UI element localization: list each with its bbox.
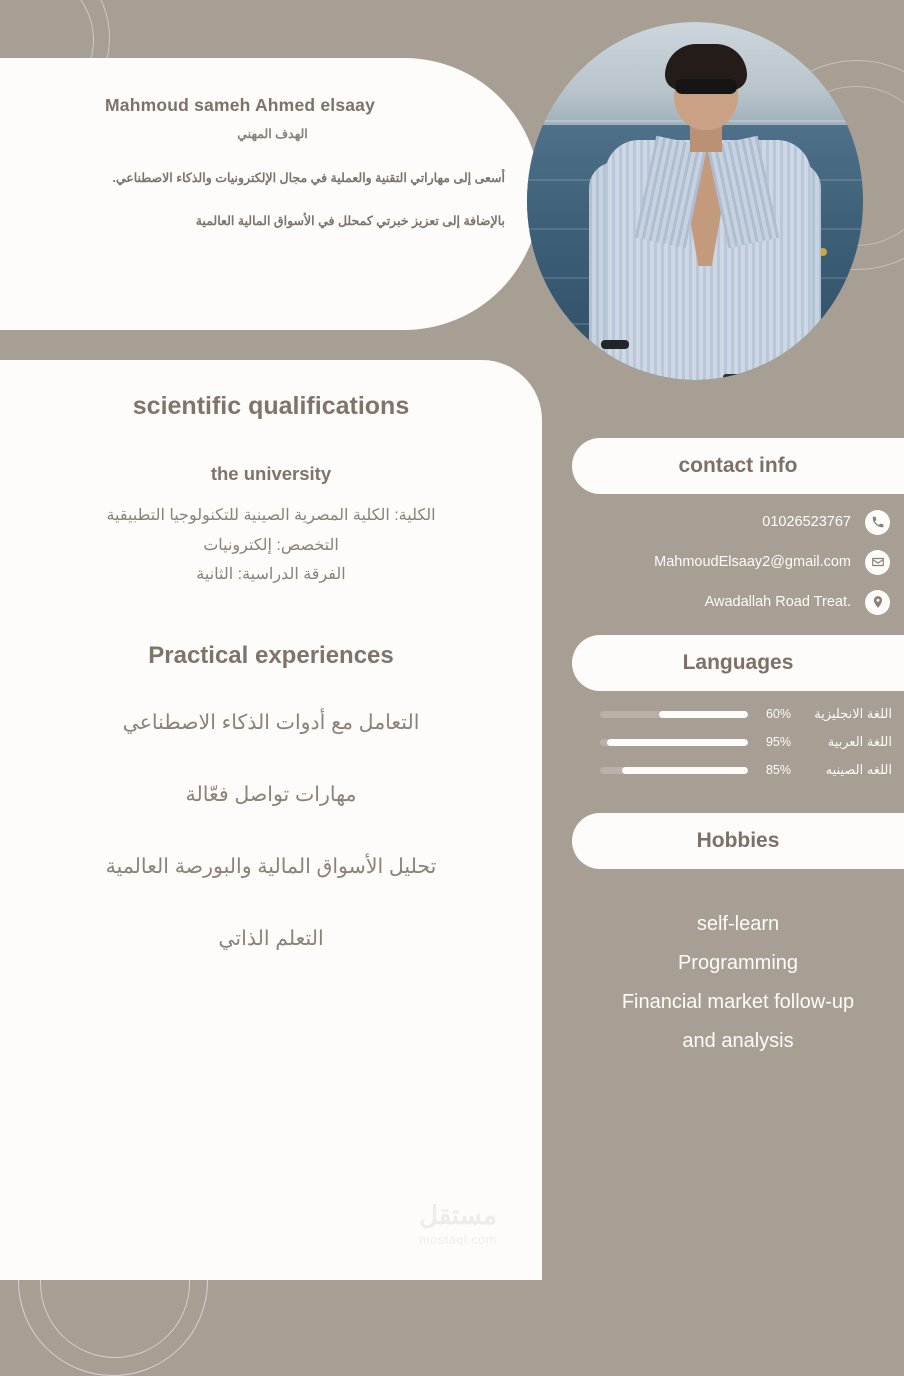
objective-line-1: أسعى إلى مهاراتي التقنية والعملية في مجال الإلكترونيات والذكاء الاصطناعي.	[112, 171, 505, 185]
photo-bracelet	[601, 340, 629, 349]
university-detail-line: الفرقة الدراسية: الثانية	[196, 566, 346, 584]
languages-section-header	[572, 635, 904, 691]
header-section	[0, 0, 904, 360]
language-name: اللغة الانجليزية	[814, 706, 892, 721]
objective-label: الهدف المهني	[237, 127, 308, 141]
language-percent: 85%	[765, 763, 791, 777]
contact-address-value: Awadallah Road Treat.	[704, 594, 851, 610]
university-details	[0, 501, 542, 590]
experiences-list	[0, 710, 542, 951]
contact-row-address[interactable]	[572, 582, 890, 622]
language-name: اللغه الصينيه	[825, 762, 892, 777]
languages-list	[572, 706, 892, 790]
contact-section-header	[572, 438, 904, 494]
list-item: Financial market follow-up	[621, 991, 855, 1013]
contact-phone-value: 01026523767	[762, 514, 851, 530]
contact-section-title: contact info	[678, 454, 798, 477]
language-row	[572, 706, 892, 722]
contact-list	[572, 502, 890, 622]
watermark	[388, 1200, 528, 1247]
photo-watch	[723, 374, 749, 380]
main-content-panel	[0, 360, 542, 1280]
header-text-block	[105, 95, 505, 233]
envelope-icon	[865, 550, 890, 575]
qualifications-section-title: scientific qualifications	[132, 392, 410, 420]
location-pin-icon	[865, 590, 890, 615]
avatar	[527, 22, 863, 380]
university-subtitle: the university	[210, 463, 332, 484]
sunglasses-icon	[675, 79, 737, 94]
language-name: اللغة العربية	[827, 734, 892, 749]
contact-row-phone[interactable]	[572, 502, 890, 542]
language-row	[572, 762, 892, 778]
hobbies-section-title: Hobbies	[696, 829, 780, 852]
watermark-latin: mostaql.com	[419, 1233, 497, 1247]
phone-icon	[865, 510, 890, 535]
university-detail-line: التخصص: إلكترونيات	[203, 536, 339, 554]
university-detail-line: الكلية: الكلية المصرية الصينية للتكنولوجيا التطبيقية	[106, 507, 436, 524]
list-item: التعلم الذاتي	[218, 926, 324, 950]
hobbies-list	[572, 905, 904, 1061]
experiences-section-title: Practical experiences	[148, 641, 394, 669]
contact-email-value: MahmoudElsaay2@gmail.com	[654, 554, 851, 570]
objective-text	[105, 167, 505, 233]
language-progress-bar	[600, 767, 748, 774]
list-item: مهارات تواصل فعّالة	[185, 782, 357, 806]
language-percent: 60%	[765, 707, 791, 721]
list-item: self-learn	[696, 913, 780, 935]
language-progress-bar	[600, 711, 748, 718]
list-item: التعامل مع أدوات الذكاء الاصطناعي	[122, 710, 420, 734]
hobbies-section-header	[572, 813, 904, 869]
list-item: تحليل الأسواق المالية والبورصة العالمية	[105, 854, 437, 878]
page-title: Mahmoud sameh Ahmed elsaay	[105, 95, 376, 115]
contact-row-email[interactable]	[572, 542, 890, 582]
language-row	[572, 734, 892, 750]
watermark-arabic: مستقل	[419, 1200, 497, 1230]
objective-line-2: بالإضافة إلى تعزيز خبرتي كمحلل في الأسواق المالية العالمية	[195, 214, 505, 229]
language-percent: 95%	[765, 735, 791, 749]
language-progress-bar	[600, 739, 748, 746]
list-item: Programming	[677, 952, 799, 974]
list-item: and analysis	[682, 1030, 794, 1052]
languages-section-title: Languages	[682, 651, 794, 674]
